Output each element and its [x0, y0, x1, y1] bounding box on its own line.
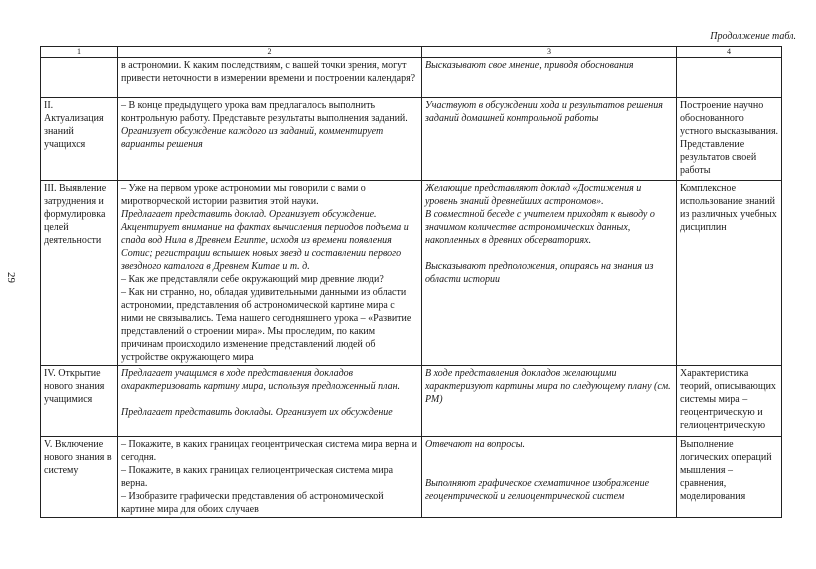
column-header-4: 4	[677, 47, 782, 58]
student-text: Высказывают свое мнение, приводя обоснования	[425, 60, 634, 71]
teacher-text: – Уже на первом уроке астрономии мы говорили с вами о миротворческой истории развития этой науки.	[121, 183, 366, 207]
teacher-text: Предлагает учащимся в ходе представления докладов охарактеризовать картину мира, используя предложенный план.	[121, 368, 401, 392]
teacher-text: в астрономии. К каким последствиям, с вашей точки зрения, могут привести неточности в измерении времени и построении календаря?	[121, 60, 416, 84]
result-text: Характеристика теорий, описывающих системы мира – геоцентрическую и гелиоцентрическую	[680, 368, 776, 431]
page-number: 29	[5, 272, 17, 283]
student-text: В совместной беседе с учителем приходят к выводу о значимом количестве астрономических данных, накопленных в древних обсерваториях.	[425, 209, 655, 246]
teacher-text: – Покажите, в каких границах гелиоцентрическая система мира верна.	[121, 465, 394, 489]
student-activity-cell	[422, 181, 677, 366]
teacher-text: – В конце предыдущего урока вам предлагалось выполнить контрольную работу. Представьте результаты выполнения заданий.	[121, 100, 408, 124]
student-text: Отвечают на вопросы.	[425, 439, 526, 450]
table-row	[41, 181, 782, 366]
teacher-text: Организует обсуждение каждого из заданий, комментирует варианты решения	[121, 126, 384, 150]
teacher-text: Предлагает представить доклад. Организует обсуждение. Акцентирует внимание на фактах вычисления периодов подъема и спада вод Нила в Древнем Египте, исходя из времени появления Сотис; регистрации вспышек новых звезд и составлении первого звездного каталога в Древнем Китае и т. д.	[121, 209, 409, 272]
student-activity-cell	[422, 98, 677, 181]
stage-name: III. Выявление затруднения и формулировка целей деятельности	[44, 183, 107, 246]
table-row	[41, 437, 782, 518]
result-text: Комплексное использование знаний из различных учебных дисциплин	[680, 183, 777, 233]
spacer	[425, 464, 674, 477]
column-header-1: 1	[41, 47, 118, 58]
table-continuation-caption: Продолжение табл.	[710, 31, 796, 42]
teacher-activity-cell	[118, 181, 422, 366]
result-text: Построение научно обоснованного устного высказывания. Представление результатов своей работы	[680, 100, 779, 176]
teacher-text: – Как же представляли себе окружающий мир древние люди?	[121, 274, 384, 285]
table-row	[41, 366, 782, 437]
stage-cell	[41, 58, 118, 98]
student-text: Участвуют в обсуждении хода и результатов решения заданий домашней контрольной работы	[425, 100, 663, 124]
result-cell	[677, 437, 782, 518]
result-cell	[677, 58, 782, 98]
table-row	[41, 58, 782, 98]
stage-name: IV. Открытие нового знания учащимися	[44, 368, 105, 405]
lesson-plan-table	[40, 46, 782, 518]
teacher-text: – Изобразите графически представления об астрономической картине мира для обоих случаев	[121, 491, 384, 515]
teacher-text: – Покажите, в каких границах геоцентрическая система мира верна и сегодня.	[121, 439, 417, 463]
spacer	[425, 247, 674, 260]
stage-cell	[41, 181, 118, 366]
student-activity-cell	[422, 437, 677, 518]
column-header-2: 2	[118, 47, 422, 58]
spacer	[425, 451, 674, 464]
teacher-activity-cell	[118, 58, 422, 98]
stage-cell	[41, 366, 118, 437]
result-cell	[677, 98, 782, 181]
stage-cell	[41, 437, 118, 518]
student-activity-cell	[422, 366, 677, 437]
student-activity-cell	[422, 58, 677, 98]
student-text: Желающие представляют доклад «Достижения и уровень знаний древнейших астрономов».	[425, 183, 642, 207]
student-text: Выполняют графическое схематичное изображение геоцентрической и гелиоцентрической систем	[425, 478, 650, 502]
stage-name: V. Включение нового знания в систему	[44, 439, 112, 476]
column-header-3: 3	[422, 47, 677, 58]
table-header-row	[41, 47, 782, 58]
stage-cell	[41, 98, 118, 181]
teacher-activity-cell	[118, 366, 422, 437]
result-text: Выполнение логических операций мышления – сравнения, моделирования	[680, 439, 772, 502]
student-text: Высказывают предположения, опираясь на знания из области истории	[425, 261, 654, 285]
teacher-text: – Как ни странно, но, обладая удивительными данными из области астрономии, представления об астрономической картине мира с ними не связывались. Тема нашего сегодняшнего урока – «Развитие представлений о строении мира». Мы проследим, по каким причинам происходило изменение представлений людей об устройстве окружающего мира	[121, 287, 412, 363]
table-row	[41, 98, 782, 181]
spacer	[121, 393, 419, 406]
stage-name: II. Актуализация знаний учащихся	[44, 100, 104, 150]
result-cell	[677, 366, 782, 437]
student-text: В ходе представления докладов желающими характеризуют картины мира по следующему плану (см. РМ)	[425, 368, 671, 405]
result-cell	[677, 181, 782, 366]
teacher-text: Предлагает представить доклады. Организует их обсуждение	[121, 407, 393, 418]
teacher-activity-cell	[118, 437, 422, 518]
teacher-activity-cell	[118, 98, 422, 181]
